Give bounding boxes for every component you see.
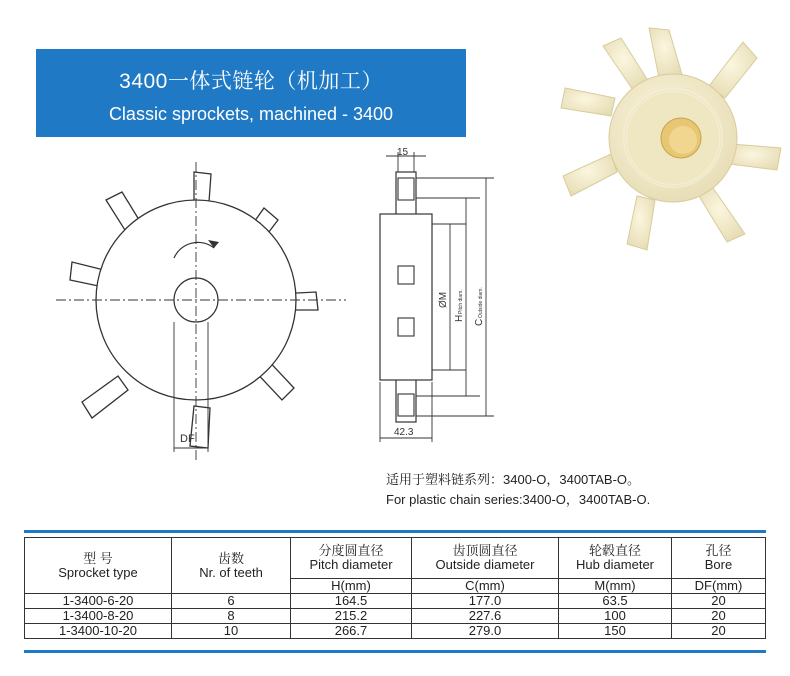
table-top-rule [24,530,766,533]
cell-type: 1-3400-6-20 [25,594,172,609]
cell-bore: 20 [672,624,766,639]
cell-teeth: 6 [172,594,291,609]
cell-pitch: 266.7 [291,624,412,639]
table-bottom-rule [24,650,766,653]
cell-outside: 177.0 [412,594,559,609]
header-pitch: 分度圆直径 Pitch diameter [291,538,412,579]
side-view-drawing [366,142,516,447]
cell-hub: 100 [559,609,672,624]
cell-teeth: 10 [172,624,291,639]
cell-outside: 279.0 [412,624,559,639]
table-header-row [25,538,766,579]
unit-outside: C(mm) [412,579,559,594]
top-width-dimension: 15 [397,147,409,158]
cell-pitch: 164.5 [291,594,412,609]
cell-outside: 227.6 [412,609,559,624]
unit-hub: M(mm) [559,579,672,594]
header-type: 型 号 Sprocket type [25,538,172,594]
table-row [25,594,766,609]
cell-bore: 20 [672,594,766,609]
unit-pitch: H(mm) [291,579,412,594]
front-view-drawing [56,162,346,462]
note-english: For plastic chain series:3400-O，3400TAB-O. [386,492,651,507]
header-bore: 孔径 Bore [672,538,766,579]
outside-diameter-label-main: C [474,318,485,326]
pitch-diameter-label-sub: Pitch diam. [458,289,464,314]
header-teeth: 齿数 Nr. of teeth [172,538,291,594]
outside-diameter-label-sub: Outside diam. [478,287,484,318]
header-hub: 轮毂直径 Hub diameter [559,538,672,579]
cell-hub: 150 [559,624,672,639]
table-row [25,624,766,639]
table-row [25,609,766,624]
header-outside: 齿顶圆直径 Outside diameter [412,538,559,579]
bore-dimension-label: DF [180,433,195,445]
cell-bore: 20 [672,609,766,624]
note-chinese: 适用于塑料链系列：3400-O，3400TAB-O。 [386,472,641,487]
title-chinese: 3400一体式链轮（机加工） [119,70,383,93]
cell-teeth: 8 [172,609,291,624]
hub-width-dimension: 42.3 [394,427,414,438]
cell-hub: 63.5 [559,594,672,609]
sprocket-photo [548,20,790,260]
title-english: Classic sprockets, machined - 3400 [108,104,394,124]
hub-diameter-label: ØM [438,291,449,308]
unit-bore: DF(mm) [672,579,766,594]
pitch-diameter-label-main: H [454,314,465,322]
cell-type: 1-3400-10-20 [25,624,172,639]
cell-pitch: 215.2 [291,609,412,624]
spec-table [24,537,766,639]
cell-type: 1-3400-8-20 [25,609,172,624]
title-banner [36,49,466,137]
compatibility-note [386,470,650,510]
